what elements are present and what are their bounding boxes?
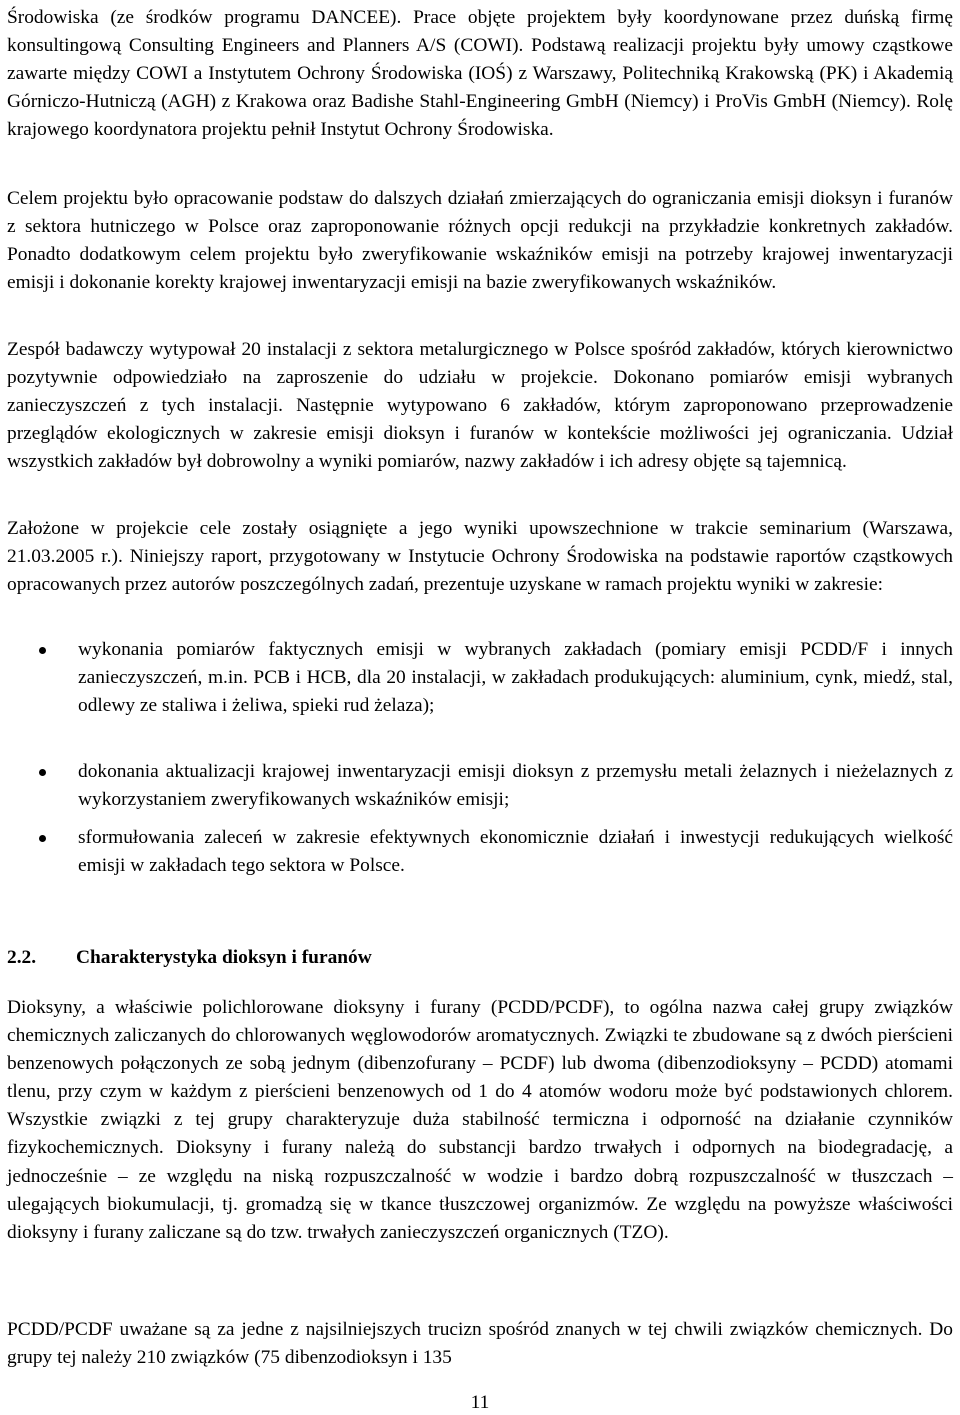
bullet-icon [39,769,46,776]
section-number: 2.2. [7,947,37,968]
paragraph-project-results: Założone w projekcie cele zostały osiągnięte a jego wyniki upowszechnione w trakcie seminarium (Warszawa, 21.03.2005 r.). Niniejszy raport, przygotowany w Instytucie Ochrony Środowiska na podstawie raportów cząstkowych opracowanych przez autorów poszczególnych zadań, prezentuje uzyskane w ramach projektu wyniki w zakresie: [7,518,953,596]
page-number: 11 [470,1392,490,1413]
section-heading [7,944,953,972]
paragraph-project-goals: Celem projektu było opracowanie podstaw do dalszych działań zmierzających do ograniczania emisji dioksyn i furanów z sektora hutniczego w Polsce oraz zaproponowanie różnych opcji redukcji na przykładzie konkretnych zakładów. Ponadto dodatkowym celem projektu było zweryfikowanie wskaźników emisji na potrzeby krajowej inwentaryzacji emisji i dokonanie korekty krajowej inwentaryzacji emisji na bazie zweryfikowanych wskaźników. [7,188,953,294]
bullet-text: sformułowania zaleceń w zakresie efektywnych ekonomicznie działań i inwestycji redukujących wielkość emisji w zakładach tego sektora w Polsce. [78,827,953,877]
paragraph-dioxin-toxicity: PCDD/PCDF uważane są za jedne z najsilniejszych trucizn spośród znanych w tej chwili związków chemicznych. Do grupy tej należy 210 związków (75 dibenzodioksyn i 135 [7,1319,953,1369]
section-title: Charakterystyka dioksyn i furanów [76,947,372,968]
paragraph-project-coordination: Środowiska (ze środków programu DANCEE). Prace objęte projektem były koordynowane przez duńską firmę konsultingową Consulting Engineers and Planners A/S (COWI). Podstawą realizacji projektu były umowy cząstkowe zawarte między COWI a Instytutem Ochrony Środowiska (IOŚ) z Warszawy, Politechniką Krakowską (PK) i Akademią Górniczo-Hutniczą (AGH) z Krakowa oraz Badishe Stahl-Engineering GmbH (Niemcy) i ProVis GmbH (Niemcy). Rolę krajowego koordynatora projektu pełnił Instytut Ochrony Środowiska. [7,7,953,141]
bullet-icon [39,835,46,842]
bullet-icon [39,647,46,654]
bullet-text: dokonania aktualizacji krajowej inwentaryzacji emisji dioksyn z przemysłu metali żelaznych i nieżelaznych z wykorzystaniem zweryfikowanych wskaźników emisji; [78,761,953,811]
paragraph-research-team: Zespół badawczy wytypował 20 instalacji z sektora metalurgicznego w Polsce spośród zakładów, których kierownictwo pozytywnie odpowiedziało na zaproszenie do udziału w projekcie. Dokonano pomiarów emisji wybranych zanieczyszczeń z tych instalacji. Następnie wytypowano 6 zakładów, którym zaproponowano przeprowadzenie przeglądów ekologicznych w zakresie emisji dioksyn i furanów w kontekście możliwości jej ograniczania. Udział wszystkich zakładów był dobrowolny a wyniki pomiarów, nazwy zakładów i ich adresy objęte są tajemnicą. [7,339,953,473]
bullet-text: wykonania pomiarów faktycznych emisji w wybranych zakładach (pomiary emisji PCDD/F i innych zanieczyszczeń, m.in. PCB i HCB, dla 20 instalacji, w zakładach produkujących: aluminium, cynk, miedź, stal, odlewy ze staliwa i żeliwa, spieki rud żelaza); [78,639,953,717]
paragraph-dioxin-characteristics: Dioksyny, a właściwie polichlorowane dioksyny i furany (PCDD/PCDF), to ogólna nazwa całej grupy związków chemicznych zaliczanych do chlorowanych węglowodorów aromatycznych. Związki te zbudowane są z dwóch pierścieni benzenowych połączonych ze sobą jednym (dibenzofurany – PCDF) lub dwoma (dibenzodioksyny – PCDD) atomami tlenu, przy czym w każdym z pierścieni benzenowych od 1 do 4 atomów wodoru może być podstawionych chlorem. Wszystkie związki z tej grupy charakteryzuje duża stabilność termiczna i odporność na działanie czynników fizykochemicznych. Dioksyny i furany należą do substancji bardzo trwałych i odpornych na biodegradację, a jednocześnie – ze względu na niską rozpuszczalność w wodzie i bardzo dobrą rozpuszczalność w tłuszczach – ulegających biokumulacji, tj. gromadzą się w tkance tłuszczowej organizmów. Ze względu na powyższe właściwości dioksyny i furany zaliczane są do tzw. trwałych zanieczyszczeń organicznych (TZO). [7,997,953,1243]
